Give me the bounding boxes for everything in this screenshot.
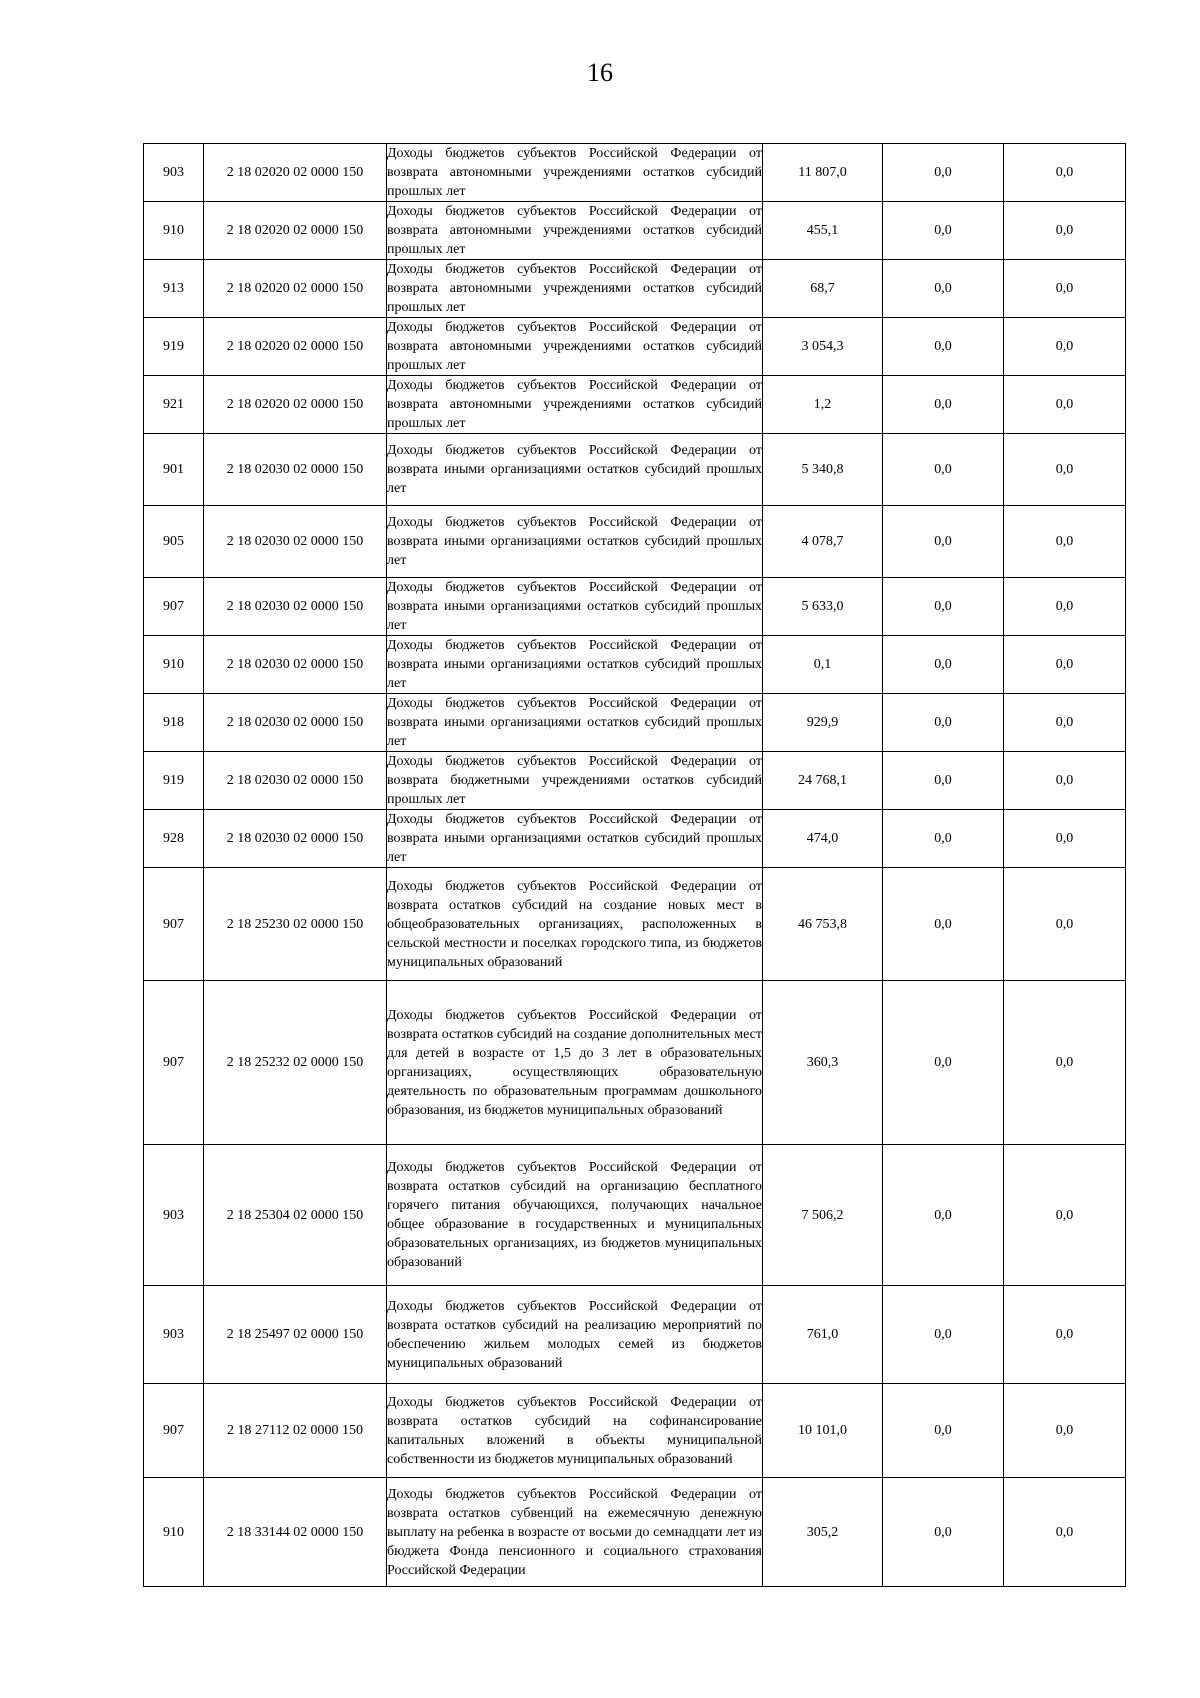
revenue-code-cell: 2 18 27112 02 0000 150 (204, 1384, 387, 1478)
admin-code-cell: 910 (144, 636, 204, 694)
revenue-code-cell: 2 18 02020 02 0000 150 (204, 318, 387, 376)
admin-code-cell: 907 (144, 981, 204, 1145)
description-text: Доходы бюджетов субъектов Российской Федерации от возврата автономными учреждениями остатков субсидий прошлых лет (387, 146, 762, 199)
description-cell (387, 1384, 763, 1478)
description-cell (387, 260, 763, 318)
admin-code-cell: 901 (144, 434, 204, 506)
value-year1-cell: 46 753,8 (763, 868, 883, 981)
description-cell (387, 981, 763, 1145)
revenue-code-cell: 2 18 33144 02 0000 150 (204, 1478, 387, 1587)
description-text: Доходы бюджетов субъектов Российской Федерации от возврата остатков субсидий на создание новых мест в общеобразовательных организациях, расположенных в сельской местности и поселках городского типа, из бюджетов муниципальных образований (387, 878, 762, 970)
value-year1-cell: 68,7 (763, 260, 883, 318)
revenue-code-cell: 2 18 02030 02 0000 150 (204, 636, 387, 694)
value-year3-cell: 0,0 (1004, 578, 1126, 636)
table-row (144, 376, 1126, 434)
revenue-code-cell: 2 18 25497 02 0000 150 (204, 1286, 387, 1384)
table-row (144, 981, 1126, 1145)
description-text: Доходы бюджетов субъектов Российской Федерации от возврата остатков субсидий на реализацию мероприятий по обеспечению жильем молодых семей из бюджетов муниципальных образований (387, 1298, 762, 1371)
description-cell (387, 578, 763, 636)
revenue-code-cell: 2 18 25304 02 0000 150 (204, 1145, 387, 1286)
description-text: Доходы бюджетов субъектов Российской Федерации от возврата остатков субсидий на софинансирование капитальных вложений в объекты муниципальной собственности из бюджетов муниципальных образований (387, 1394, 762, 1467)
admin-code-cell: 928 (144, 810, 204, 868)
value-year2-cell: 0,0 (883, 636, 1004, 694)
admin-code-cell: 919 (144, 752, 204, 810)
description-text: Доходы бюджетов субъектов Российской Федерации от возврата иными организациями остатков субсидий прошлых лет (387, 580, 762, 633)
value-year3-cell: 0,0 (1004, 868, 1126, 981)
value-year2-cell: 0,0 (883, 260, 1004, 318)
value-year3-cell: 0,0 (1004, 202, 1126, 260)
value-year1-cell: 929,9 (763, 694, 883, 752)
description-text: Доходы бюджетов субъектов Российской Федерации от возврата иными организациями остатков субсидий прошлых лет (387, 443, 762, 496)
revenue-code-cell: 2 18 25230 02 0000 150 (204, 868, 387, 981)
revenue-code-cell: 2 18 02030 02 0000 150 (204, 694, 387, 752)
table-body (144, 144, 1126, 1587)
value-year3-cell: 0,0 (1004, 144, 1126, 202)
revenue-code-cell: 2 18 02020 02 0000 150 (204, 144, 387, 202)
description-cell (387, 1478, 763, 1587)
admin-code-cell: 907 (144, 1384, 204, 1478)
description-text: Доходы бюджетов субъектов Российской Федерации от возврата автономными учреждениями остатков субсидий прошлых лет (387, 262, 762, 315)
description-text: Доходы бюджетов субъектов Российской Федерации от возврата бюджетными учреждениями остатков субсидий прошлых лет (387, 754, 762, 807)
description-text: Доходы бюджетов субъектов Российской Федерации от возврата остатков субсидий на создание дополнительных мест для детей в возрасте от 1,5 до 3 лет в образовательных организациях, осуществляющих образовательную деятельность по образовательным программам дошкольного образования, из бюджетов муниципальных образований (387, 1007, 762, 1118)
revenue-code-cell: 2 18 25232 02 0000 150 (204, 981, 387, 1145)
value-year3-cell: 0,0 (1004, 506, 1126, 578)
value-year2-cell: 0,0 (883, 506, 1004, 578)
table-row (144, 810, 1126, 868)
admin-code-cell: 913 (144, 260, 204, 318)
revenue-code-cell: 2 18 02030 02 0000 150 (204, 578, 387, 636)
description-text: Доходы бюджетов субъектов Российской Федерации от возврата остатков субвенций на ежемесячную денежную выплату на ребенка в возрасте от восьми до семнадцати лет из бюджета Фонда пенсионного и социального страхования Российской Федерации (387, 1486, 762, 1578)
description-cell (387, 376, 763, 434)
value-year1-cell: 1,2 (763, 376, 883, 434)
value-year3-cell: 0,0 (1004, 318, 1126, 376)
value-year2-cell: 0,0 (883, 1286, 1004, 1384)
table-row (144, 1384, 1126, 1478)
table-row (144, 694, 1126, 752)
revenue-code-cell: 2 18 02030 02 0000 150 (204, 810, 387, 868)
revenue-code-cell: 2 18 02020 02 0000 150 (204, 260, 387, 318)
revenue-code-cell: 2 18 02020 02 0000 150 (204, 376, 387, 434)
value-year2-cell: 0,0 (883, 578, 1004, 636)
revenue-code-cell: 2 18 02030 02 0000 150 (204, 752, 387, 810)
value-year3-cell: 0,0 (1004, 636, 1126, 694)
description-cell (387, 144, 763, 202)
description-cell (387, 868, 763, 981)
value-year1-cell: 474,0 (763, 810, 883, 868)
description-text: Доходы бюджетов субъектов Российской Федерации от возврата иными организациями остатков субсидий прошлых лет (387, 812, 762, 865)
table-row (144, 636, 1126, 694)
value-year3-cell: 0,0 (1004, 810, 1126, 868)
description-cell (387, 636, 763, 694)
admin-code-cell: 903 (144, 1145, 204, 1286)
value-year2-cell: 0,0 (883, 144, 1004, 202)
admin-code-cell: 907 (144, 578, 204, 636)
value-year1-cell: 24 768,1 (763, 752, 883, 810)
value-year2-cell: 0,0 (883, 1478, 1004, 1587)
table-row (144, 506, 1126, 578)
table-row (144, 202, 1126, 260)
table-row (144, 1478, 1126, 1587)
value-year2-cell: 0,0 (883, 868, 1004, 981)
revenue-code-cell: 2 18 02020 02 0000 150 (204, 202, 387, 260)
table-row (144, 434, 1126, 506)
description-text: Доходы бюджетов субъектов Российской Федерации от возврата иными организациями остатков субсидий прошлых лет (387, 638, 762, 691)
description-text: Доходы бюджетов субъектов Российской Федерации от возврата автономными учреждениями остатков субсидий прошлых лет (387, 204, 762, 257)
value-year3-cell: 0,0 (1004, 1384, 1126, 1478)
value-year1-cell: 3 054,3 (763, 318, 883, 376)
table-row (144, 1145, 1126, 1286)
table-row (144, 752, 1126, 810)
value-year3-cell: 0,0 (1004, 752, 1126, 810)
description-cell (387, 318, 763, 376)
description-cell (387, 434, 763, 506)
value-year1-cell: 7 506,2 (763, 1145, 883, 1286)
value-year3-cell: 0,0 (1004, 1478, 1126, 1587)
description-cell (387, 752, 763, 810)
value-year3-cell: 0,0 (1004, 1286, 1126, 1384)
value-year1-cell: 10 101,0 (763, 1384, 883, 1478)
value-year2-cell: 0,0 (883, 202, 1004, 260)
table-row (144, 868, 1126, 981)
revenue-code-cell: 2 18 02030 02 0000 150 (204, 434, 387, 506)
value-year1-cell: 11 807,0 (763, 144, 883, 202)
description-text: Доходы бюджетов субъектов Российской Федерации от возврата иными организациями остатков субсидий прошлых лет (387, 515, 762, 568)
description-cell (387, 1145, 763, 1286)
table-row (144, 318, 1126, 376)
value-year1-cell: 5 340,8 (763, 434, 883, 506)
value-year2-cell: 0,0 (883, 810, 1004, 868)
revenue-code-cell: 2 18 02030 02 0000 150 (204, 506, 387, 578)
value-year1-cell: 455,1 (763, 202, 883, 260)
value-year3-cell: 0,0 (1004, 434, 1126, 506)
value-year3-cell: 0,0 (1004, 694, 1126, 752)
value-year2-cell: 0,0 (883, 1145, 1004, 1286)
description-text: Доходы бюджетов субъектов Российской Федерации от возврата автономными учреждениями остатков субсидий прошлых лет (387, 378, 762, 431)
value-year2-cell: 0,0 (883, 752, 1004, 810)
value-year3-cell: 0,0 (1004, 1145, 1126, 1286)
admin-code-cell: 921 (144, 376, 204, 434)
table-row (144, 144, 1126, 202)
table-row (144, 1286, 1126, 1384)
value-year2-cell: 0,0 (883, 318, 1004, 376)
value-year2-cell: 0,0 (883, 434, 1004, 506)
admin-code-cell: 905 (144, 506, 204, 578)
admin-code-cell: 910 (144, 202, 204, 260)
value-year1-cell: 360,3 (763, 981, 883, 1145)
description-cell (387, 202, 763, 260)
admin-code-cell: 903 (144, 1286, 204, 1384)
value-year1-cell: 761,0 (763, 1286, 883, 1384)
page-number: 16 (587, 58, 613, 87)
value-year3-cell: 0,0 (1004, 260, 1126, 318)
value-year1-cell: 305,2 (763, 1478, 883, 1587)
value-year2-cell: 0,0 (883, 694, 1004, 752)
revenue-table (143, 143, 1126, 1587)
admin-code-cell: 918 (144, 694, 204, 752)
admin-code-cell: 910 (144, 1478, 204, 1587)
table-row (144, 578, 1126, 636)
description-text: Доходы бюджетов субъектов Российской Федерации от возврата остатков субсидий на организацию бесплатного горячего питания обучающихся, получающих начальное общее образование в государственных и муниципальных образовательных организациях, из бюджетов муниципальных образований (387, 1160, 762, 1270)
value-year1-cell: 4 078,7 (763, 506, 883, 578)
admin-code-cell: 907 (144, 868, 204, 981)
description-cell (387, 506, 763, 578)
table-row (144, 260, 1126, 318)
admin-code-cell: 919 (144, 318, 204, 376)
description-text: Доходы бюджетов субъектов Российской Федерации от возврата иными организациями остатков субсидий прошлых лет (387, 696, 762, 749)
value-year2-cell: 0,0 (883, 376, 1004, 434)
value-year3-cell: 0,0 (1004, 376, 1126, 434)
description-cell (387, 1286, 763, 1384)
value-year1-cell: 0,1 (763, 636, 883, 694)
admin-code-cell: 903 (144, 144, 204, 202)
description-text: Доходы бюджетов субъектов Российской Федерации от возврата автономными учреждениями остатков субсидий прошлых лет (387, 320, 762, 373)
value-year2-cell: 0,0 (883, 1384, 1004, 1478)
value-year2-cell: 0,0 (883, 981, 1004, 1145)
value-year3-cell: 0,0 (1004, 981, 1126, 1145)
value-year1-cell: 5 633,0 (763, 578, 883, 636)
description-cell (387, 694, 763, 752)
description-cell (387, 810, 763, 868)
